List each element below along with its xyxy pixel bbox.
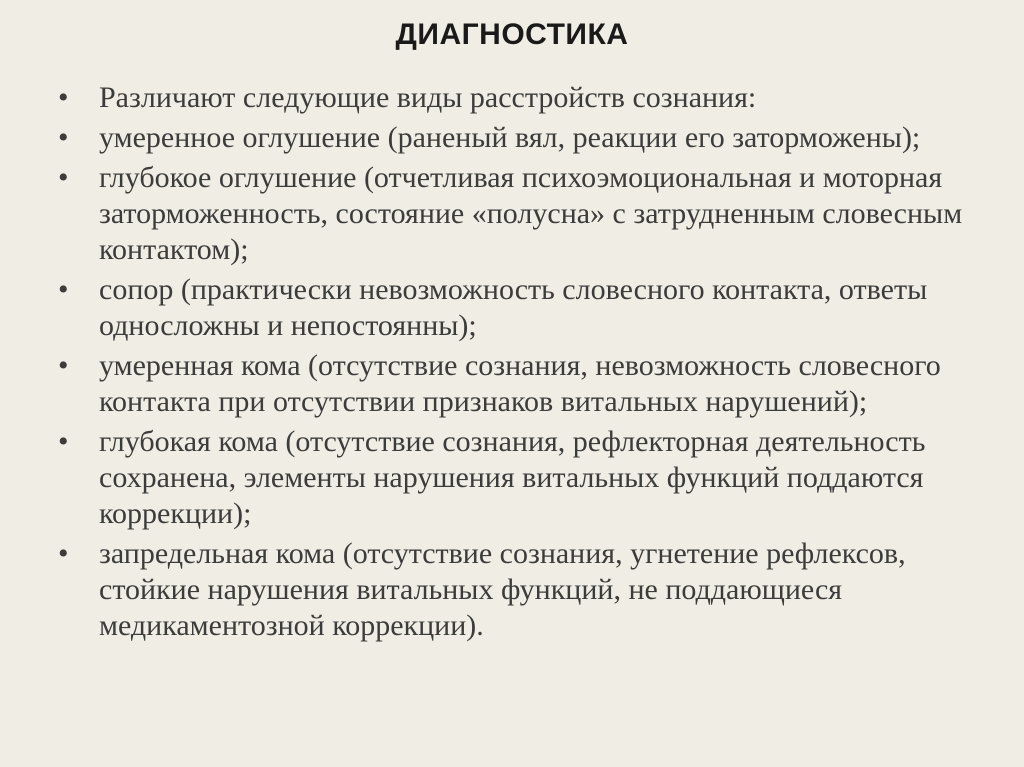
- bullet-icon: •: [58, 273, 69, 306]
- bullet-icon: •: [58, 81, 69, 114]
- list-item-text: глубокая кома (отсутствие сознания, рефлекторная деятельность сохранена, элементы нарушения витальных функций поддаются коррекции);: [99, 425, 926, 530]
- bullet-icon: •: [58, 121, 69, 154]
- bullet-icon: •: [58, 161, 69, 194]
- list-item-terminal-coma: [58, 536, 968, 644]
- list-item-intro: [58, 80, 968, 116]
- list-item-text: запредельная кома (отсутствие сознания, угнетение рефлексов, стойкие нарушения витальных функций, не поддающиеся медикаментозной коррекции).: [99, 537, 906, 642]
- bullet-icon: •: [58, 349, 69, 382]
- slide-title: ДИАГНОСТИКА: [395, 18, 629, 51]
- list-item-text: сопор (практически невозможность словесного контакта, ответы односложны и непостоянны);: [99, 273, 928, 342]
- list-item-text: глубокое оглушение (отчетливая психоэмоциональная и моторная заторможенность, состояние «полусна» с затрудненным словесным контактом);: [99, 161, 963, 266]
- list-item-moderate-stupor: [58, 120, 968, 156]
- list-item-deep-coma: [58, 424, 968, 532]
- list-item-deep-stupor: [58, 160, 968, 268]
- list-item-text: умеренная кома (отсутствие сознания, невозможность словесного контакта при отсутствии признаков витальных нарушений);: [99, 349, 941, 418]
- list-item-text: умеренное оглушение (раненый вял, реакции его заторможены);: [99, 121, 921, 154]
- list-item-text: Различают следующие виды расстройств сознания:: [99, 81, 757, 114]
- list-item-moderate-coma: [58, 348, 968, 420]
- list-item-sopor: [58, 272, 968, 344]
- bullet-list: [58, 80, 968, 648]
- bullet-icon: •: [58, 537, 69, 570]
- bullet-icon: •: [58, 425, 69, 458]
